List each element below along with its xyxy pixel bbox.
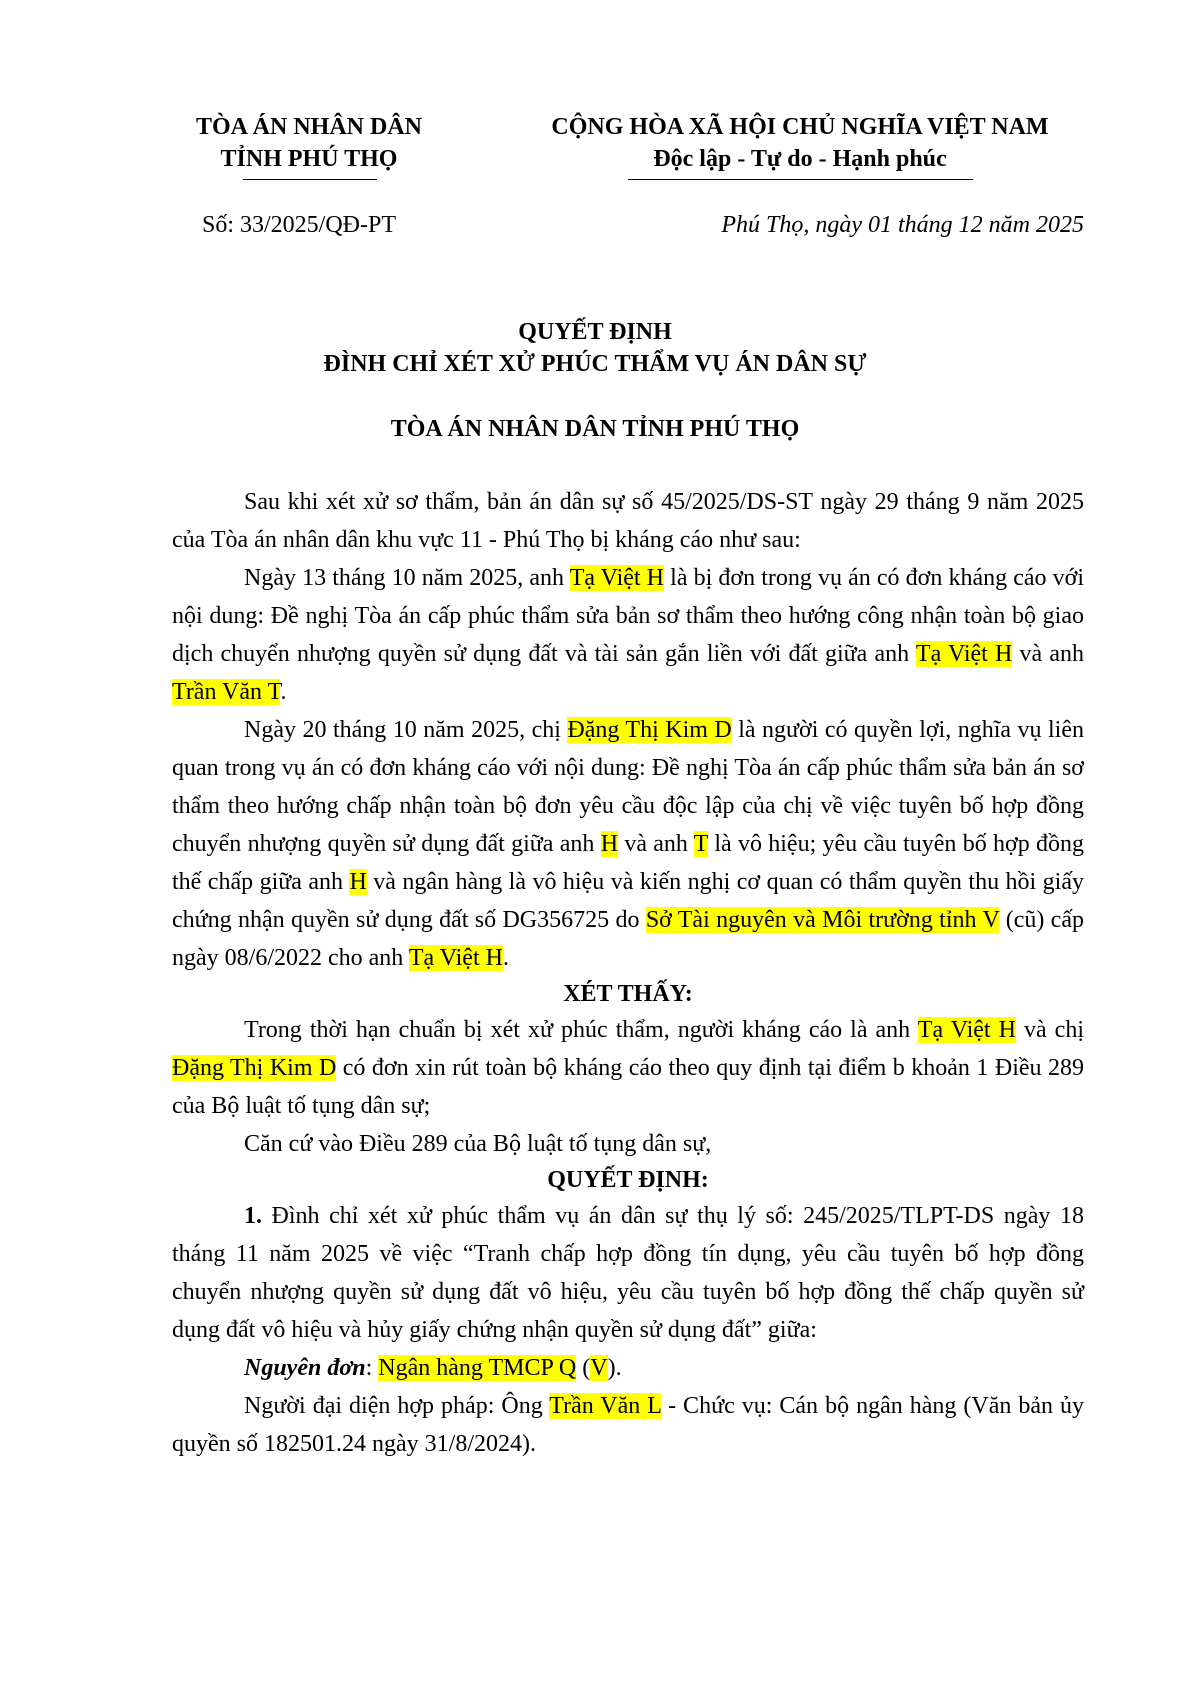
- paragraph-appeal-d: Ngày 20 tháng 10 năm 2025, chị Đặng Thị Kim D là người có quyền lợi, nghĩa vụ liên quan trong vụ án có đơn kháng cáo với nội dung: Đề nghị Tòa án cấp phúc thẩm sửa bản án sơ thẩm theo hướng chấp nhận toàn bộ đơn yêu cầu độc lập của chị về việc tuyên bố hợp đồng chuyển nhượng quyền sử dụng đất giữa anh H và anh T là vô hiệu; yêu cầu tuyên bố hợp đồng thế chấp giữa anh H và ngân hàng là vô hiệu và kiến nghị cơ quan có thẩm quyền thu hồi giấy chứng nhận quyền sử dụng đất số DG356725 do Sở Tài nguyên và Môi trường tỉnh V (cũ) cấp ngày 08/6/2022 cho anh Tạ Việt H.: [172, 717, 1085, 971]
- redacted-name: H: [349, 869, 367, 895]
- paragraph-decision-1: 1. Đình chỉ xét xử phúc thẩm vụ án dân sự thụ lý số: 245/2025/TLPT-DS ngày 18 tháng 11 năm 2025 về việc “Tranh chấp hợp đồng tín dụng, yêu cầu tuyên bố hợp đồng chuyển nhượng quyền sử dụng đất vô hiệu, yêu cầu tuyên bố hợp đồng thế chấp quyền sử dụng đất vô hiệu và hủy giấy chứng nhận quyền sử dụng đất” giữa:: [172, 1203, 1084, 1343]
- redacted-name: T: [693, 831, 709, 857]
- document-date: Phú Thọ, ngày 01 tháng 12 năm 2025: [721, 212, 1084, 238]
- redacted-name: Đặng Thị Kim D: [172, 1055, 337, 1081]
- title-line1: QUYẾT ĐỊNH: [518, 319, 672, 345]
- redacted-name: Trần Văn L: [549, 1393, 662, 1419]
- item-number: 1.: [244, 1203, 262, 1229]
- paragraph-legal-basis: Căn cứ vào Điều 289 của Bộ luật tố tụng dân sự,: [244, 1131, 712, 1157]
- redacted-agency: Sở Tài nguyên và Môi trường tỉnh V: [645, 907, 1000, 933]
- paragraph-intro: Sau khi xét xử sơ thẩm, bản án dân sự số 45/2025/DS-ST ngày 29 tháng 9 năm 2025 của Tòa án nhân dân khu vực 11 - Phú Thọ bị kháng cáo như sau:: [172, 489, 1084, 553]
- redacted-name: Tạ Việt H: [569, 565, 665, 591]
- paragraph-withdrawal: Trong thời hạn chuẩn bị xét xử phúc thẩm, người kháng cáo là anh Tạ Việt H và chị Đặng Thị Kim D có đơn xin rút toàn bộ kháng cáo theo quy định tại điểm b khoản 1 Điều 289 của Bộ luật tố tụng dân sự;: [172, 1017, 1084, 1119]
- paragraph-plaintiff: Nguyên đơn: Ngân hàng TMCP Q (V).: [244, 1355, 622, 1381]
- redacted-name: H: [600, 831, 619, 857]
- redacted-name: Tạ Việt H: [408, 945, 503, 971]
- paragraph-representative: Người đại diện hợp pháp: Ông Trần Văn L - Chức vụ: Cán bộ ngân hàng (Văn bản ủy quyền số 182501.24 ngày 31/8/2024).: [172, 1393, 1085, 1457]
- document-number: Số: 33/2025/QĐ-PT: [202, 212, 397, 238]
- court-name-block: [175, 111, 443, 175]
- paragraph-appeal-h: Ngày 13 tháng 10 năm 2025, anh Tạ Việt H là bị đơn trong vụ án có đơn kháng cáo với nội dung: Đề nghị Tòa án cấp phúc thẩm sửa bản sơ thẩm theo hướng công nhận toàn bộ giao dịch chuyển nhượng quyền sử dụng đất và tài sản gắn liền với đất giữa anh Tạ Việt H và anh Trần Văn T.: [172, 565, 1085, 705]
- plaintiff-label: Nguyên đơn: [244, 1355, 366, 1381]
- redacted-name: Tạ Việt H: [915, 641, 1013, 667]
- document-body: [172, 483, 1084, 1463]
- title-line2: ĐÌNH CHỈ XÉT XỬ PHÚC THẨM VỤ ÁN DÂN SỰ: [323, 351, 867, 377]
- redacted-code: V: [590, 1355, 608, 1381]
- national-name: CỘNG HÒA XÃ HỘI CHỦ NGHĨA VIỆT NAM: [551, 114, 1049, 140]
- motto-underline: [628, 179, 973, 180]
- issuing-court: TÒA ÁN NHÂN DÂN TỈNH PHÚ THỌ: [390, 416, 800, 442]
- document-title: [0, 316, 1190, 380]
- court-name-line2: TỈNH PHÚ THỌ: [220, 146, 398, 172]
- court-name-line1: TÒA ÁN NHÂN DÂN: [195, 114, 422, 140]
- redacted-name: Đặng Thị Kim D: [567, 717, 732, 743]
- national-motto: Độc lập - Tự do - Hạnh phúc: [653, 146, 947, 172]
- court-name-underline: [243, 179, 377, 180]
- redacted-name: Trần Văn T: [172, 679, 281, 705]
- national-motto-block: [515, 111, 1085, 175]
- redacted-bank: Ngân hàng TMCP Q: [378, 1355, 577, 1381]
- heading-quyet-dinh: QUYẾT ĐỊNH:: [547, 1167, 709, 1193]
- redacted-name: Tạ Việt H: [917, 1017, 1016, 1043]
- heading-xet-thay: XÉT THẤY:: [563, 981, 693, 1007]
